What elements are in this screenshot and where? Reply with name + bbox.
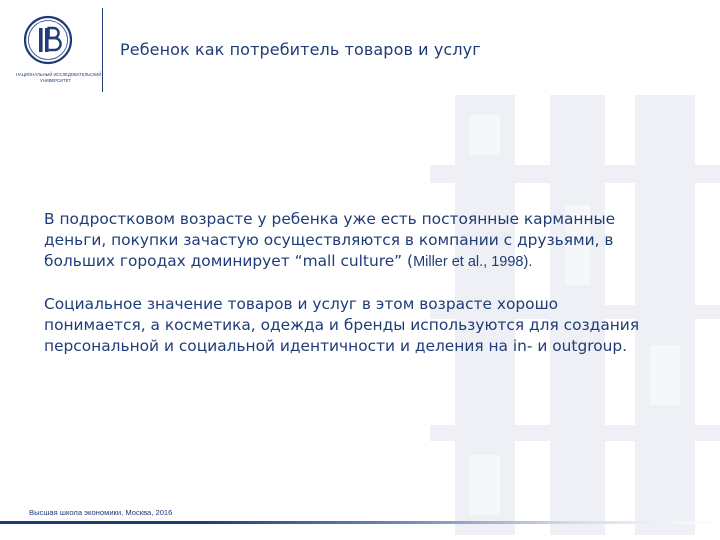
logo-text-line2: УНИВЕРСИТЕТ [40, 78, 71, 83]
paragraph-1 [44, 209, 664, 273]
footer-text: Высшая школа экономики, Москва, 2016 [29, 508, 173, 517]
paragraph-2: Социальное значение товаров и услуг в этом возрасте хорошо понимается, а косметика, одежда и бренды используются для создания персональной и социальной идентичности и деления на in- и outgroup. [44, 295, 640, 355]
slide-content [44, 209, 664, 357]
paragraph-1-main: В подростковом возрасте у ребенка уже есть постоянные карманные деньги, покупки зачастую осуществляются в компании с друзьями, в больших городах доминирует “mall culture” ( [44, 210, 616, 270]
hse-logo-icon [14, 10, 106, 92]
citation: Miller et al., 1998 [413, 254, 524, 270]
logo-text-line1: НАЦИОНАЛЬНЫЙ ИССЛЕДОВАТЕЛЬСКИЙ [16, 72, 102, 77]
footer-line [0, 521, 720, 524]
slide-title: Ребенок как потребитель товаров и услуг [120, 40, 481, 59]
header-divider [102, 8, 103, 92]
paragraph-1-end: ). [523, 254, 533, 270]
